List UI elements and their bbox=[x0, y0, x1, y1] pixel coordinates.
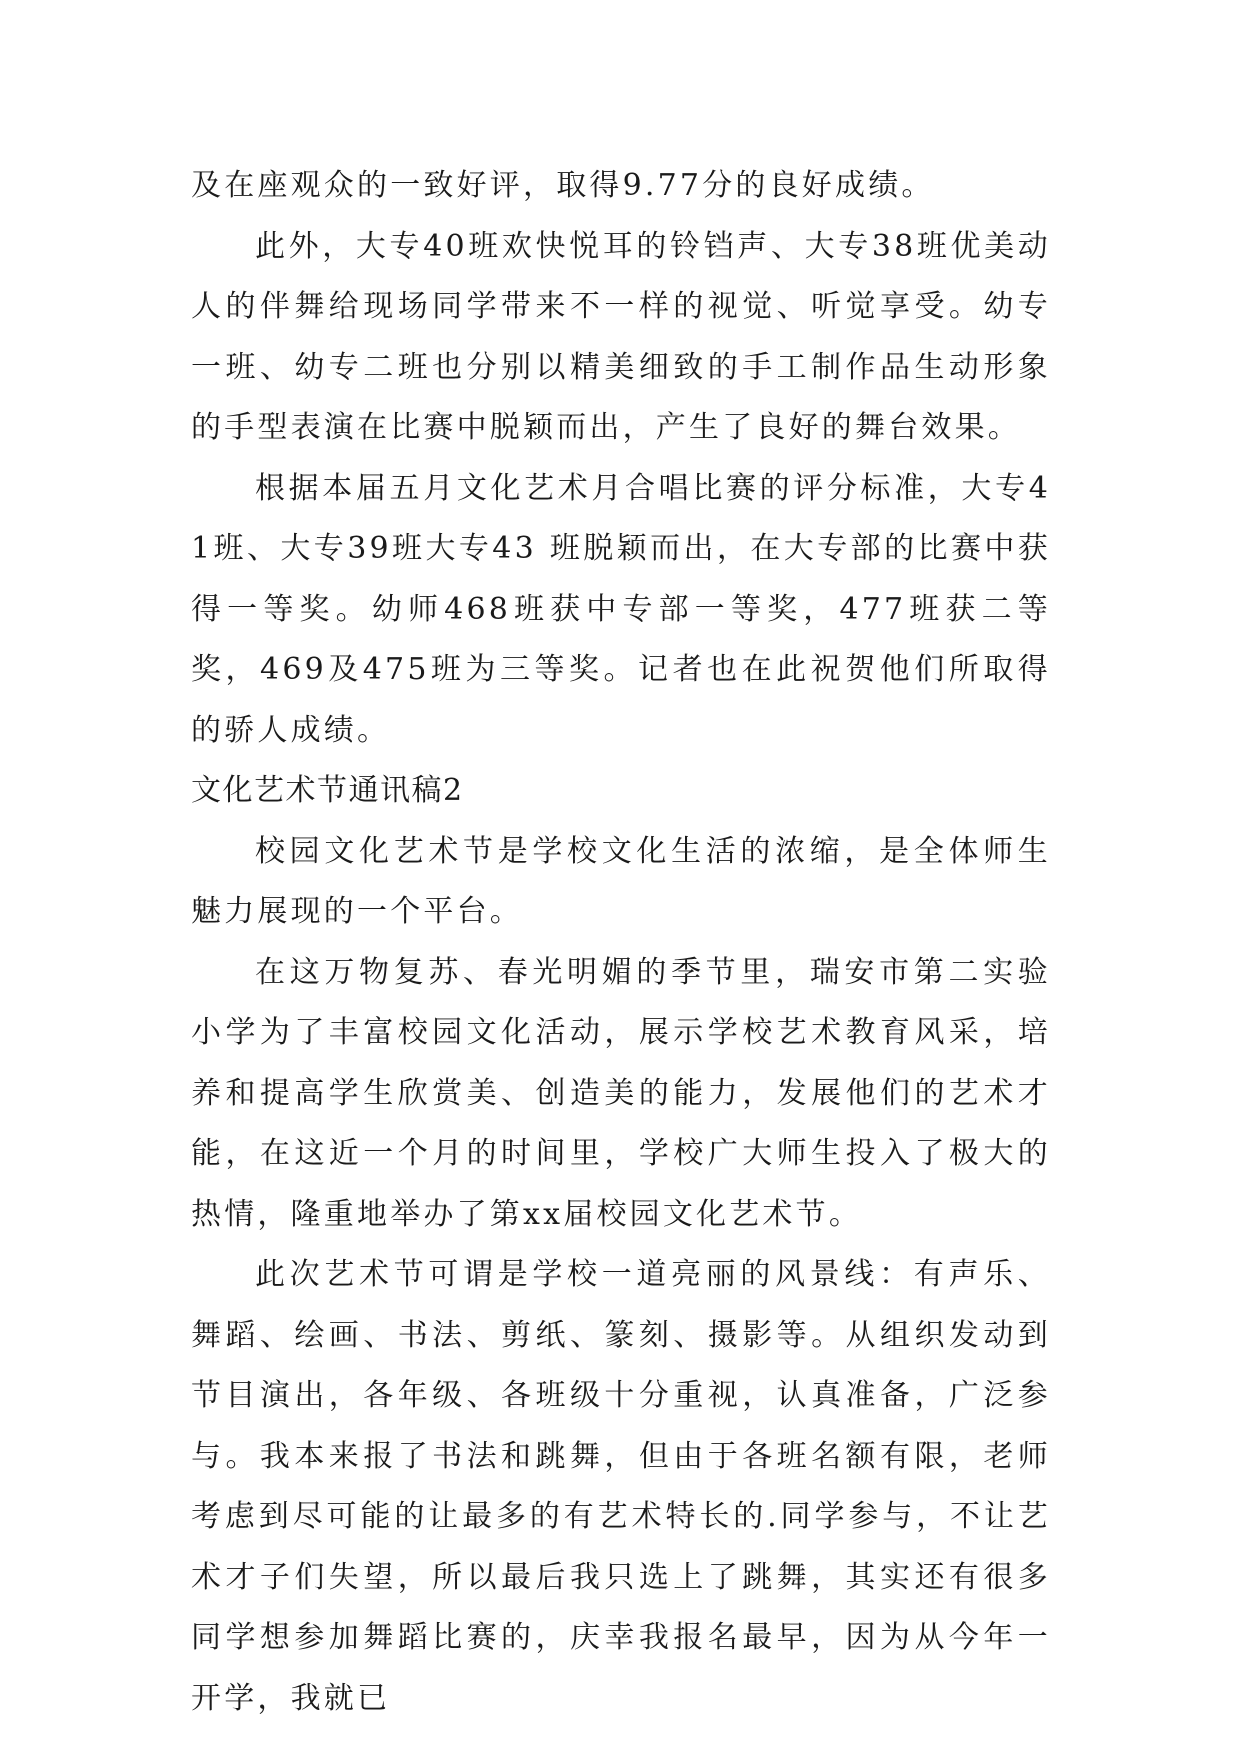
section-title: 文化艺术节通讯稿2 bbox=[191, 773, 464, 808]
paragraph-festival-activities: 此次艺术节可谓是学校一道亮丽的风景线：有声乐、舞蹈、绘画、书法、剪纸、篆刻、摄影等。从组织发动到节目演出，各年级、各班级十分重视，认真准备，广泛参与。我本来报了书法和跳舞，但由于各班名额有限，老师考虑到尽可能的让最多的有艺术特长的.同学参与，不让艺术才子们失望，所以最后我只选上了跳舞，其实还有很多同学想参加舞蹈比赛的，庆幸我报名最早，因为从今年一开学，我就已 bbox=[191, 1257, 1051, 1716]
paragraph-awards: 根据本届五月文化艺术月合唱比赛的评分标准，大专41班、大专39班大专43 班脱颖而出，在大专部的比赛中获得一等奖。幼师468班获中专部一等奖，477班获二等奖，469及475班为三等奖。记者也在此祝贺他们所取得的骄人成绩。 bbox=[191, 470, 1051, 748]
document-body bbox=[191, 156, 1051, 1729]
paragraph-performances: 此外，大专40班欢快悦耳的铃铛声、大专38班优美动人的伴舞给现场同学带来不一样的视觉、听觉享受。幼专一班、幼专二班也分别以精美细致的手工制作品生动形象的手型表演在比赛中脱颖而出，产生了良好的舞台效果。 bbox=[191, 228, 1051, 445]
paragraph-festival-school: 在这万物复苏、春光明媚的季节里，瑞安市第二实验小学为了丰富校园文化活动，展示学校艺术教育风采，培养和提高学生欣赏美、创造美的能力，发展他们的艺术才能，在这近一个月的时间里，学校广大师生投入了极大的热情，隆重地举办了第xx届校园文化艺术节。 bbox=[191, 954, 1051, 1232]
paragraph-continuation: 及在座观众的一致好评，取得9.77分的良好成绩。 bbox=[191, 168, 935, 203]
paragraph-festival-intro: 校园文化艺术节是学校文化生活的浓缩，是全体师生魅力展现的一个平台。 bbox=[191, 833, 1051, 929]
